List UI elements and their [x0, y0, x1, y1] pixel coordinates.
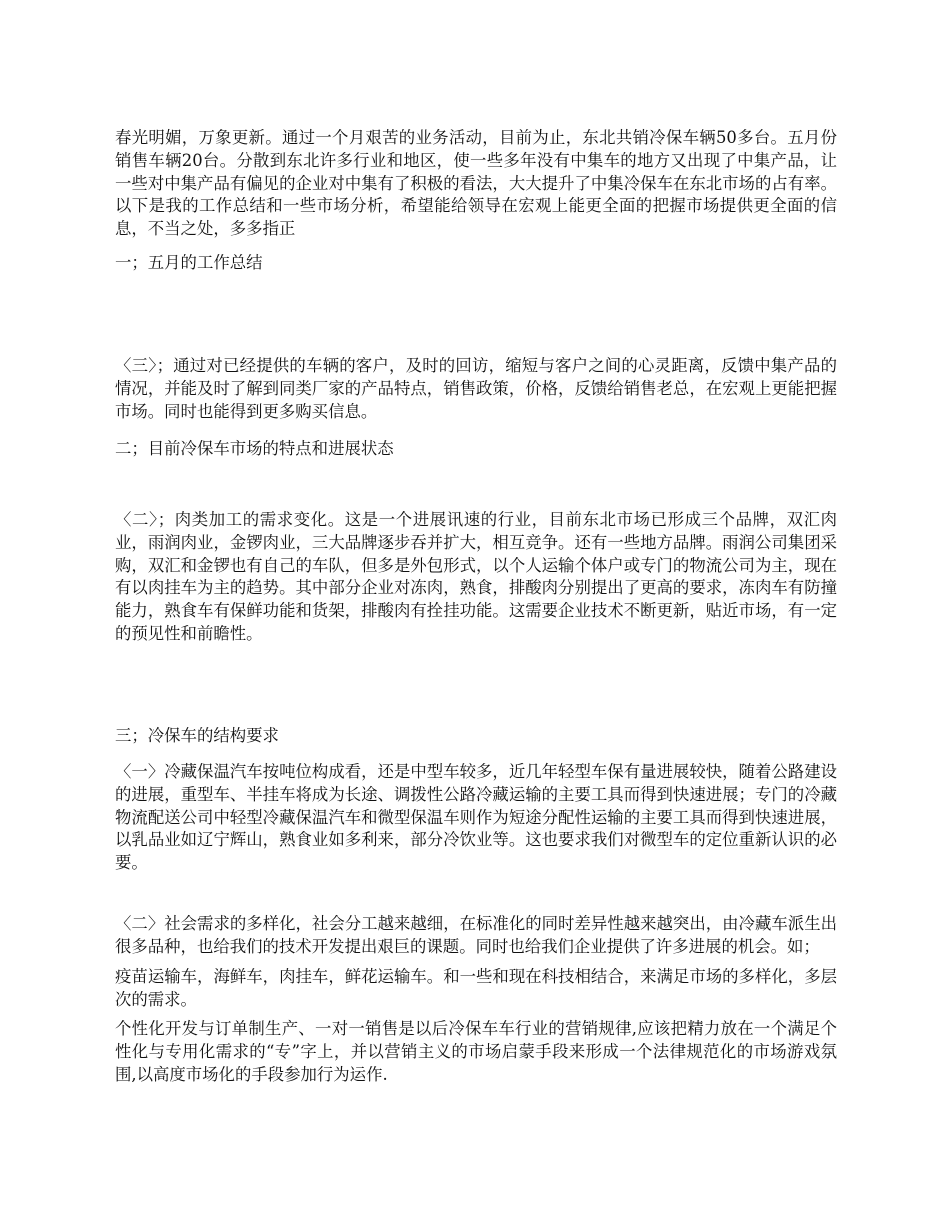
section-3-heading: 三；冷保车的结构要求	[115, 726, 279, 745]
closing-paragraph: 个性化开发与订单制生产、一对一销售是以后冷保车车行业的营销规律,应该把精力放在一个满足个性化与专用化需求的“专”字上，并以营销主义的市场启蒙手段来形成一个法律规范化的市场游戏氛围,以高度市场化的手段参加行为运作.	[115, 1019, 837, 1084]
section-3-examples-paragraph: 疫苗运输车，海鲜车，肉挂车，鲜花运输车。和一些和现在科技相结合，来满足市场的多样化，多层次的需求。	[115, 967, 837, 1009]
intro-paragraph: 春光明媚，万象更新。通过一个月艰苦的业务活动，目前为止，东北共销冷保车辆50多台。五月份销售车辆20台。分散到东北许多行业和地区，使一些多年没有中集车的地方又出现了中集产品，让一些对中集产品有偏见的企业对中集有了积极的看法，大大提升了中集冷保车在东北市场的占有率。以下是我的工作总结和一些市场分析，希望能给领导在宏观上能更全面的把握市场提供更全面的信息，不当之处，多多指正	[115, 128, 837, 239]
section-2-item-2-paragraph: 〈二〉；肉类加工的需求变化。这是一个进展讯速的行业，目前东北市场已形成三个品牌，双汇肉业，雨润肉业，金锣肉业，三大品牌逐步吞并扩大，相互竞争。还有一些地方品牌。雨润公司集团采购，双汇和金锣也有自己的车队，但多是外包形式，以个人运输个体户或专门的物流公司为主，现在有以肉挂车为主的趋势。其中部分企业对冻肉，熟食，排酸肉分别提出了更高的要求，冻肉车有防撞能力，熟食车有保鲜功能和货架，排酸肉有拴挂功能。这需要企业技术不断更新，贴近市场，有一定的预见性和前瞻性。	[115, 510, 837, 643]
section-1-item-3-paragraph: 〈三〉；通过对已经提供的车辆的客户，及时的回访，缩短与客户之间的心灵距离，反馈中集产品的情况，并能及时了解到同类厂家的产品特点，销售政策，价格，反馈给销售老总，在宏观上更能把握市场。同时也能得到更多购买信息。	[115, 356, 837, 421]
section-1-heading: 一；五月的工作总结	[115, 253, 263, 272]
section-2-heading: 二；目前冷保车市场的特点和进展状态	[115, 439, 394, 458]
section-3-item-2-paragraph: 〈二〉社会需求的多样化，社会分工越来越细，在标准化的同时差异性越来越突出，由冷藏车派生出很多品种，也给我们的技术开发提出艰巨的课题。同时也给我们企业提供了许多进展的机会。如；	[115, 914, 837, 956]
section-3-item-1-paragraph: 〈一〉冷藏保温汽车按吨位构成看，还是中型车较多，近几年轻型车保有量进展较快，随着公路建设的进展，重型车、半挂车将成为长途、调拨性公路冷藏运输的主要工具而得到快速进展；专门的冷藏物流配送公司中轻型冷藏保温汽车和微型保温车则作为短途分配性运输的主要工具而得到快速进展，以乳品业如辽宁辉山，熟食业如多利来，部分冷饮业等。这也要求我们对微型车的定位重新认识的必要。	[115, 762, 837, 873]
